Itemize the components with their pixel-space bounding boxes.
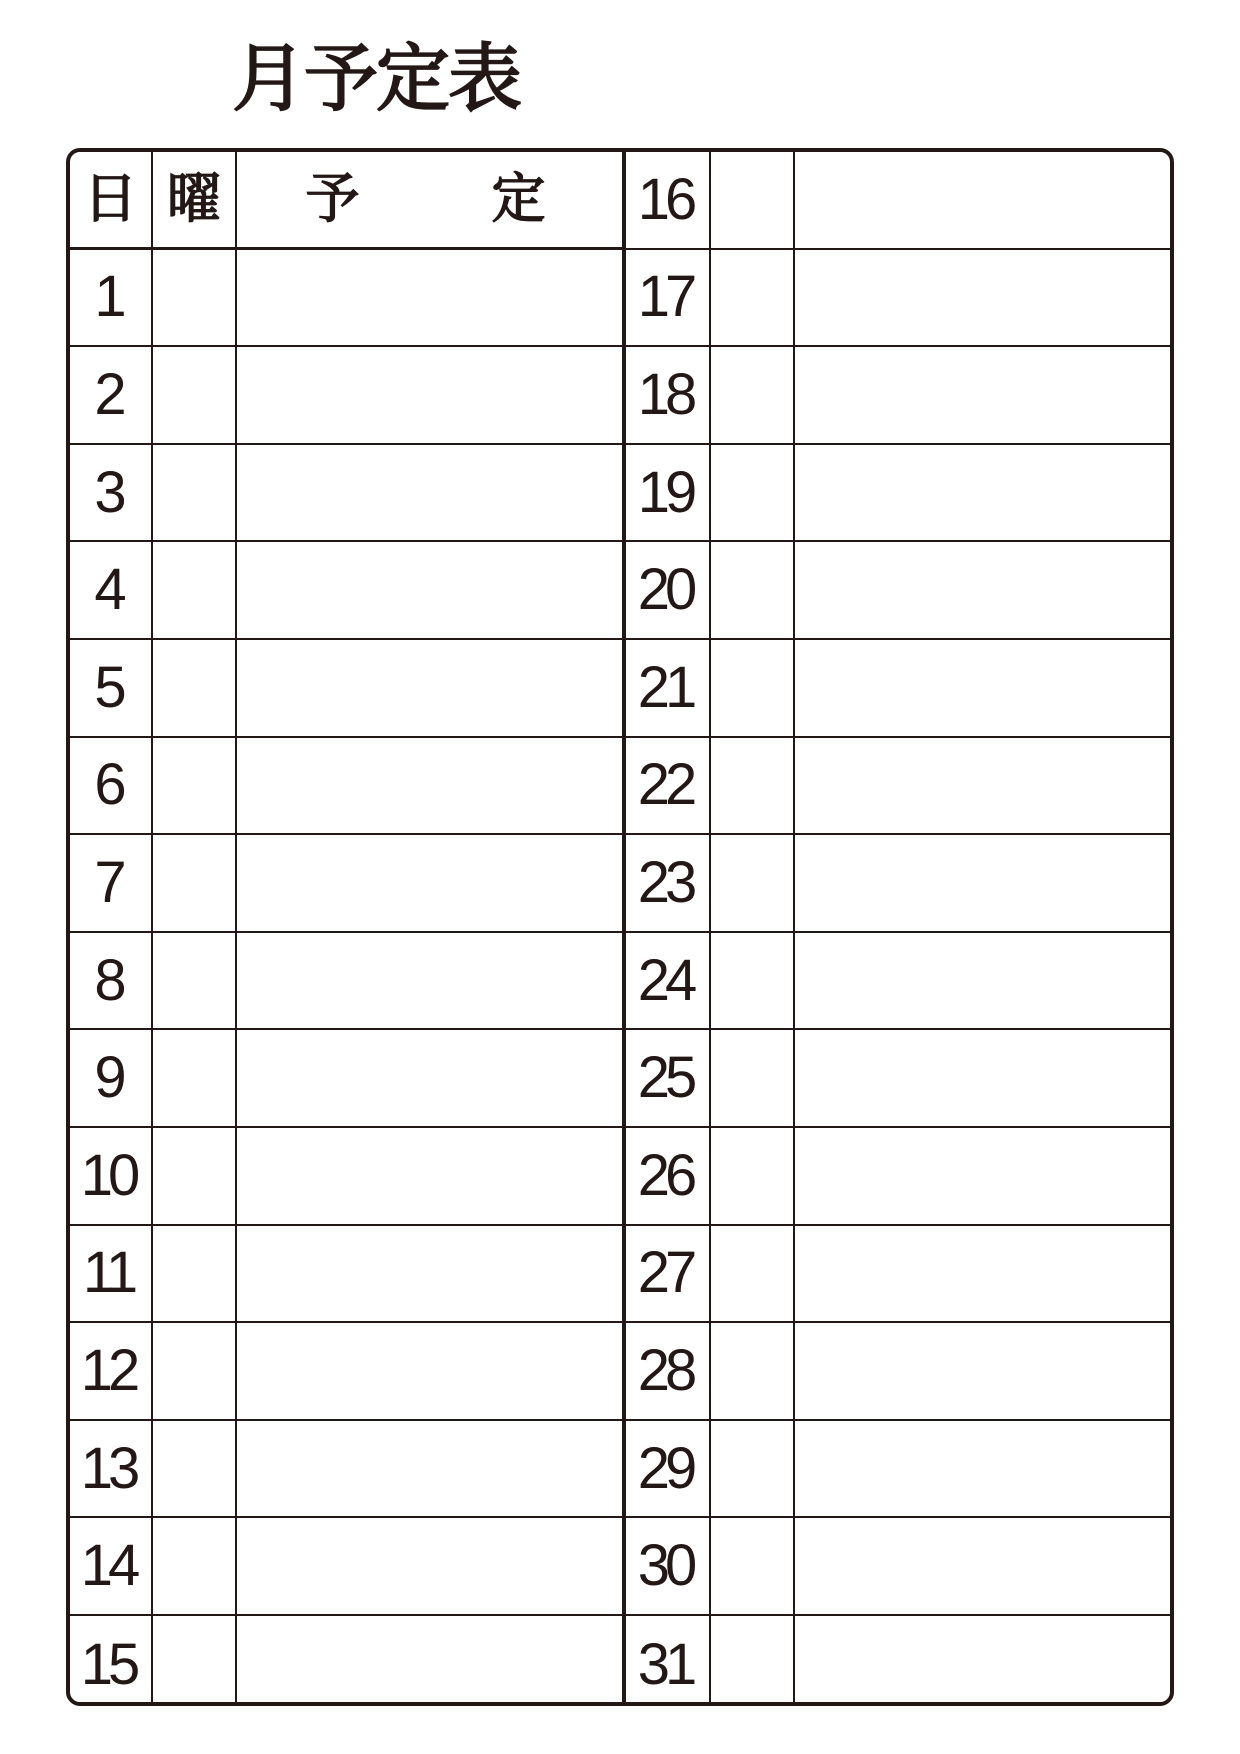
- day-number: 30: [637, 1533, 693, 1599]
- table-row: [70, 835, 622, 933]
- plan-cell[interactable]: [795, 835, 1170, 931]
- header-weekday-cell: [153, 152, 237, 247]
- day-number: 7: [94, 849, 122, 915]
- day-cell: [626, 640, 711, 736]
- table-row: [626, 835, 1170, 933]
- day-cell: [70, 835, 153, 931]
- table-row: [626, 445, 1170, 543]
- plan-cell[interactable]: [237, 1421, 622, 1517]
- day-number: 18: [637, 361, 693, 427]
- day-cell: [626, 738, 711, 834]
- weekday-cell[interactable]: [153, 933, 237, 1029]
- day-cell: [70, 1518, 153, 1614]
- plan-cell[interactable]: [237, 1323, 622, 1419]
- weekday-cell[interactable]: [153, 640, 237, 736]
- header-plan-cell: [237, 152, 622, 247]
- day-number: 10: [80, 1142, 136, 1208]
- day-number: 9: [94, 1045, 122, 1111]
- day-cell: [70, 1030, 153, 1126]
- weekday-cell[interactable]: [153, 445, 237, 541]
- weekday-cell[interactable]: [711, 1226, 795, 1322]
- weekday-cell[interactable]: [153, 347, 237, 443]
- day-number: 13: [80, 1435, 136, 1501]
- plan-cell[interactable]: [237, 1226, 622, 1322]
- day-cell: [626, 933, 711, 1029]
- plan-cell[interactable]: [795, 1128, 1170, 1224]
- table-header-row: [70, 152, 622, 250]
- day-cell: [70, 1226, 153, 1322]
- day-number: 2: [94, 361, 122, 427]
- weekday-cell[interactable]: [153, 738, 237, 834]
- day-number: 17: [637, 264, 693, 330]
- plan-cell[interactable]: [795, 347, 1170, 443]
- day-cell: [626, 835, 711, 931]
- day-cell: [626, 152, 711, 248]
- day-cell: [626, 1616, 711, 1706]
- table-row: [70, 1030, 622, 1128]
- table-row: [626, 1030, 1170, 1128]
- weekday-cell[interactable]: [711, 1518, 795, 1614]
- day-number: 19: [637, 459, 693, 525]
- weekday-cell[interactable]: [711, 835, 795, 931]
- plan-cell[interactable]: [795, 1226, 1170, 1322]
- plan-cell[interactable]: [795, 1616, 1170, 1706]
- plan-cell[interactable]: [795, 1421, 1170, 1517]
- schedule-right-half: [626, 152, 1170, 1702]
- day-number: 4: [94, 557, 122, 623]
- day-cell: [70, 1128, 153, 1224]
- day-number: 21: [637, 654, 693, 720]
- schedule-left-half: [70, 152, 622, 1702]
- day-number: 22: [637, 752, 693, 818]
- day-number: 23: [637, 849, 693, 915]
- day-number: 12: [80, 1337, 136, 1403]
- plan-cell[interactable]: [795, 933, 1170, 1029]
- day-number: 1: [94, 264, 122, 330]
- table-row: [626, 542, 1170, 640]
- day-cell: [70, 250, 153, 346]
- day-cell: [626, 1323, 711, 1419]
- table-row: [626, 933, 1170, 1031]
- weekday-cell[interactable]: [153, 542, 237, 638]
- day-number: 11: [82, 1240, 134, 1306]
- plan-cell[interactable]: [237, 542, 622, 638]
- weekday-cell[interactable]: [711, 347, 795, 443]
- table-row: [70, 1616, 622, 1706]
- table-row: [626, 1226, 1170, 1324]
- table-row: [70, 1226, 622, 1324]
- day-cell: [626, 1128, 711, 1224]
- weekday-cell[interactable]: [153, 1518, 237, 1614]
- day-cell: [626, 1518, 711, 1614]
- day-number: 3: [94, 459, 122, 525]
- weekday-cell[interactable]: [711, 250, 795, 346]
- plan-cell[interactable]: [237, 1030, 622, 1126]
- weekday-cell[interactable]: [711, 445, 795, 541]
- plan-cell[interactable]: [795, 542, 1170, 638]
- day-cell: [70, 933, 153, 1029]
- table-row: [70, 542, 622, 640]
- weekday-cell[interactable]: [711, 1421, 795, 1517]
- day-number: 8: [94, 947, 122, 1013]
- weekday-cell[interactable]: [711, 1323, 795, 1419]
- plan-cell[interactable]: [795, 445, 1170, 541]
- day-number: 29: [637, 1435, 693, 1501]
- day-number: 31: [637, 1631, 693, 1697]
- table-row: [70, 933, 622, 1031]
- weekday-cell[interactable]: [153, 1323, 237, 1419]
- day-cell: [626, 1226, 711, 1322]
- weekday-cell[interactable]: [153, 250, 237, 346]
- plan-cell[interactable]: [795, 640, 1170, 736]
- day-cell: [70, 1616, 153, 1706]
- plan-cell[interactable]: [237, 250, 622, 346]
- table-row: [626, 1128, 1170, 1226]
- day-cell: [626, 1030, 711, 1126]
- weekday-cell[interactable]: [711, 542, 795, 638]
- table-row: [626, 1421, 1170, 1519]
- table-row: [626, 347, 1170, 445]
- table-row: [626, 738, 1170, 836]
- plan-cell[interactable]: [237, 933, 622, 1029]
- day-cell: [70, 1421, 153, 1517]
- day-number: 20: [637, 557, 693, 623]
- weekday-cell[interactable]: [153, 1128, 237, 1224]
- table-row: [626, 1616, 1170, 1706]
- plan-cell[interactable]: [237, 1616, 622, 1706]
- plan-cell[interactable]: [237, 640, 622, 736]
- table-row: [70, 1128, 622, 1226]
- weekday-cell[interactable]: [711, 1030, 795, 1126]
- day-cell: [70, 738, 153, 834]
- header-weekday-label: 曜: [167, 167, 221, 231]
- table-row: [70, 1518, 622, 1616]
- table-row: [626, 640, 1170, 738]
- page-title: 月予定表: [232, 36, 520, 122]
- day-number: 5: [94, 654, 122, 720]
- day-number: 15: [80, 1631, 136, 1697]
- day-number: 14: [80, 1533, 136, 1599]
- plan-cell[interactable]: [795, 152, 1170, 248]
- day-cell: [70, 347, 153, 443]
- day-number: 25: [637, 1045, 693, 1111]
- table-row: [70, 738, 622, 836]
- table-row: [70, 347, 622, 445]
- table-row: [70, 640, 622, 738]
- plan-cell[interactable]: [237, 738, 622, 834]
- day-number: 27: [637, 1240, 693, 1306]
- plan-cell[interactable]: [237, 835, 622, 931]
- plan-cell[interactable]: [795, 1518, 1170, 1614]
- header-day-label: 日: [83, 167, 138, 231]
- day-number: 26: [637, 1142, 693, 1208]
- weekday-cell[interactable]: [711, 1616, 795, 1706]
- header-plan-label: 予 定: [305, 167, 554, 231]
- header-day-cell: [70, 152, 153, 247]
- day-cell: [70, 1323, 153, 1419]
- table-row: [70, 1323, 622, 1421]
- weekday-cell[interactable]: [153, 1421, 237, 1517]
- table-row: [626, 1323, 1170, 1421]
- plan-cell[interactable]: [795, 738, 1170, 834]
- weekday-cell[interactable]: [711, 640, 795, 736]
- day-number: 24: [637, 947, 693, 1013]
- weekday-cell[interactable]: [153, 1226, 237, 1322]
- table-row: [70, 445, 622, 543]
- table-row: [626, 152, 1170, 250]
- weekday-cell[interactable]: [153, 1616, 237, 1706]
- day-cell: [70, 542, 153, 638]
- day-cell: [626, 1421, 711, 1517]
- table-row: [626, 1518, 1170, 1616]
- day-cell: [626, 250, 711, 346]
- plan-cell[interactable]: [237, 347, 622, 443]
- plan-cell[interactable]: [795, 1030, 1170, 1126]
- weekday-cell[interactable]: [153, 1030, 237, 1126]
- plan-cell[interactable]: [237, 1128, 622, 1224]
- day-cell: [626, 542, 711, 638]
- table-row: [70, 1421, 622, 1519]
- weekday-cell[interactable]: [153, 835, 237, 931]
- day-number: 16: [637, 166, 693, 232]
- plan-cell[interactable]: [795, 1323, 1170, 1419]
- day-cell: [70, 640, 153, 736]
- plan-cell[interactable]: [237, 445, 622, 541]
- weekday-cell[interactable]: [711, 933, 795, 1029]
- plan-cell[interactable]: [237, 1518, 622, 1614]
- day-cell: [626, 445, 711, 541]
- schedule-table: [66, 148, 1174, 1706]
- day-number: 28: [637, 1337, 693, 1403]
- table-row: [70, 250, 622, 348]
- weekday-cell[interactable]: [711, 1128, 795, 1224]
- day-cell: [70, 445, 153, 541]
- weekday-cell[interactable]: [711, 738, 795, 834]
- day-number: 6: [94, 752, 122, 818]
- day-cell: [626, 347, 711, 443]
- weekday-cell[interactable]: [711, 152, 795, 248]
- table-row: [626, 250, 1170, 348]
- plan-cell[interactable]: [795, 250, 1170, 346]
